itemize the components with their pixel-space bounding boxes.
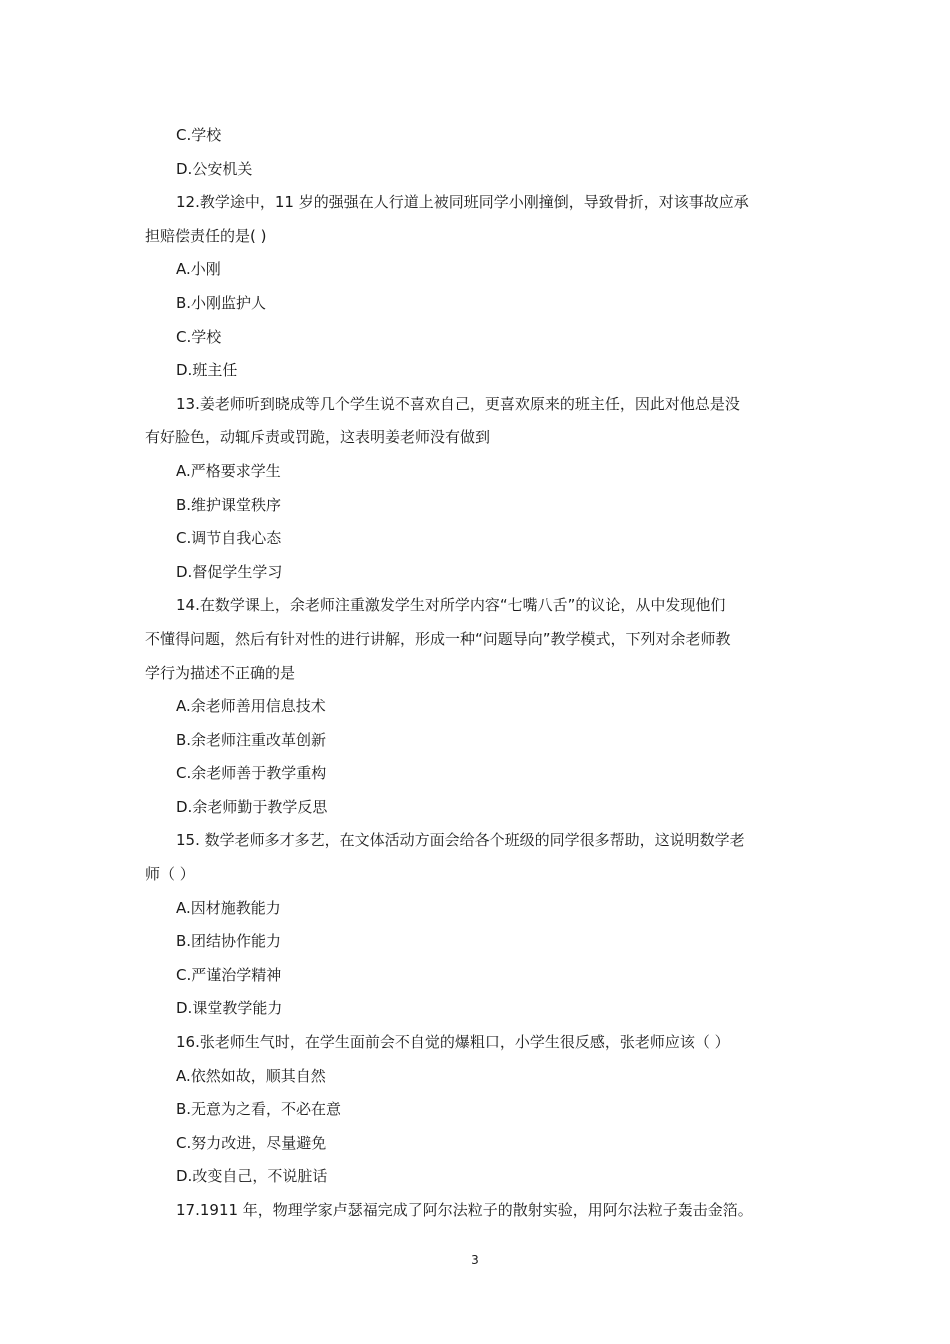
question-line: 15. 数学老师多才多艺，在文体活动方面会给各个班级的同学很多帮助，这说明数学老: [176, 831, 745, 850]
question-line: 不懂得问题，然后有针对性的进行讲解，形成一种“问题导向”教学模式，下列对余老师教: [145, 629, 731, 648]
question-line: 担赔偿责任的是( ): [145, 226, 267, 245]
option-line: B.小刚监护人: [176, 293, 267, 312]
question-line: 师（ ）: [145, 865, 195, 884]
option-line: A.因材施教能力: [176, 898, 281, 917]
option-line: C.余老师善于教学重构: [176, 764, 327, 783]
option-line: C.努力改进，尽量避免: [176, 1133, 327, 1152]
option-line: C.严谨治学精神: [176, 965, 282, 984]
question-line: 16.张老师生气时，在学生面前会不自觉的爆粗口，小学生很反感，张老师应该（ ）: [176, 1033, 730, 1052]
option-line: B.团结协作能力: [176, 932, 282, 951]
option-line: D.余老师勤于教学反思: [176, 797, 328, 816]
option-line: B.维护课堂秩序: [176, 495, 282, 514]
option-line: B.余老师注重改革创新: [176, 730, 327, 749]
option-line: D.班主任: [176, 361, 238, 380]
option-line: C.学校: [176, 327, 222, 346]
option-line: D.督促学生学习: [176, 562, 283, 581]
option-line: A.小刚: [176, 260, 221, 279]
question-line: 13.姜老师听到晓成等几个学生说不喜欢自己，更喜欢原来的班主任，因此对他总是没: [176, 394, 740, 413]
option-line: A.严格要求学生: [176, 461, 281, 480]
question-line: 14.在数学课上，余老师注重激发学生对所学内容“七嘴八舌”的议论，从中发现他们: [176, 596, 726, 615]
question-line: 12.教学途中，11 岁的强强在人行道上被同班同学小刚撞倒，导致骨折，对该事故应承: [176, 193, 749, 212]
option-line: D.改变自己，不说脏话: [176, 1167, 328, 1186]
question-line: 学行为描述不正确的是: [145, 663, 296, 682]
page-number: 3: [471, 1253, 479, 1267]
option-line: A.余老师善用信息技术: [176, 697, 326, 716]
option-line: D.课堂教学能力: [176, 999, 283, 1018]
option-line: C.调节自我心态: [176, 529, 282, 548]
question-line: 17.1911 年，物理学家卢瑟福完成了阿尔法粒子的散射实验，用阿尔法粒子轰击金箔。: [176, 1201, 753, 1219]
question-line: 有好脸色，动辄斥责或罚跪，这表明姜老师没有做到: [145, 428, 491, 447]
option-line: A.依然如故，顺其自然: [176, 1066, 326, 1085]
option-line: B.无意为之看，不必在意: [176, 1100, 342, 1119]
option-line: D.公安机关: [176, 159, 253, 178]
page-body: [145, 119, 810, 1228]
option-line: C.学校: [176, 126, 222, 144]
